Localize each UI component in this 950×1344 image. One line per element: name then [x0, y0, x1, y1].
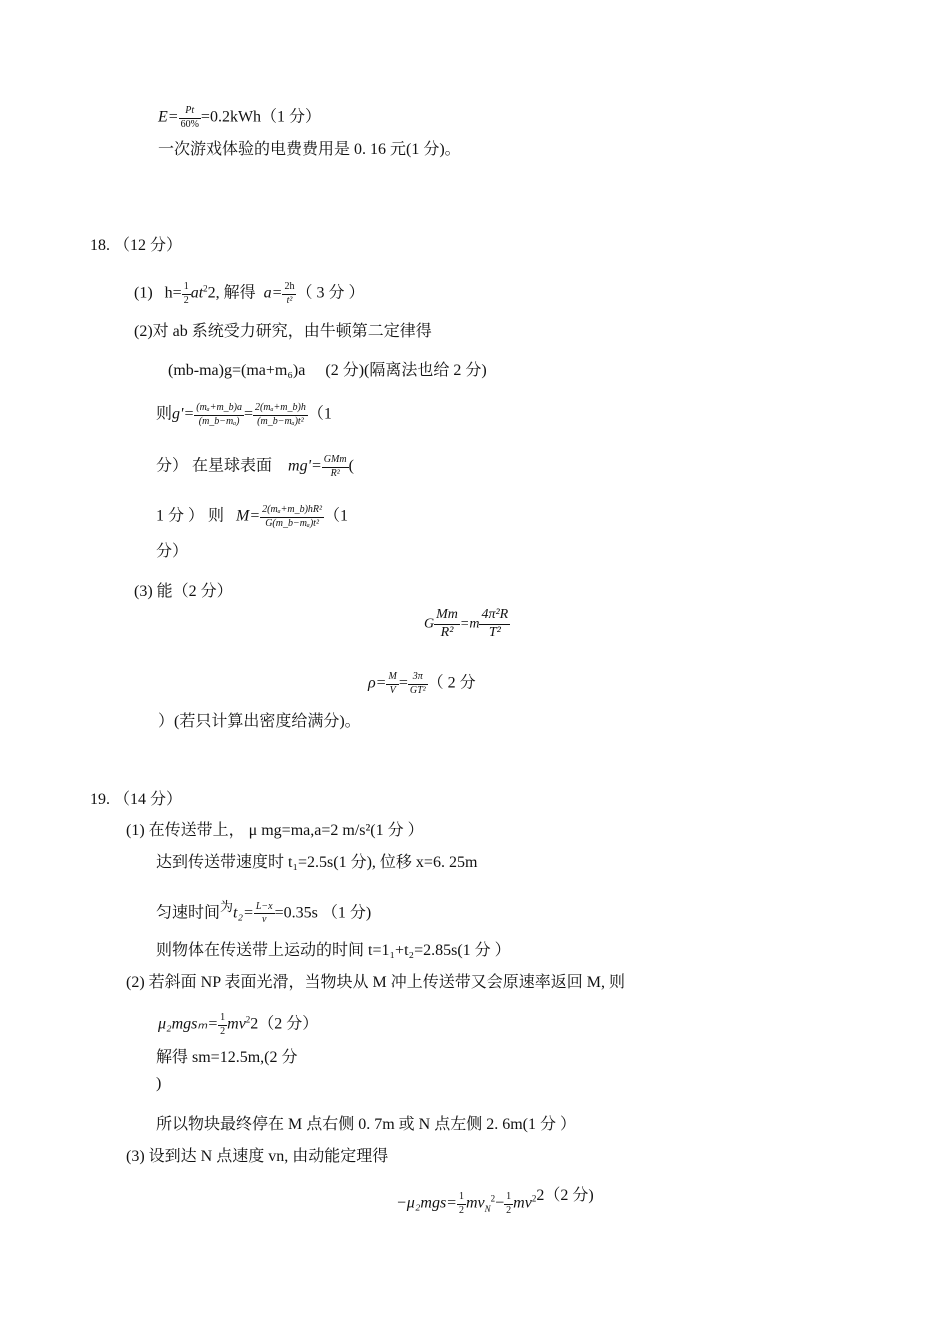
- q18-density-note: ）(若只计算出密度给满分)。: [158, 713, 361, 730]
- energy-equation: E= $\frac{Pt}{60\%}$ =0.2kWh（1 分）: [158, 105, 322, 130]
- q19-part2-intro: (2) 若斜面 NP 表面光滑，当物块从 M 冲上传送带又会原速率返回 M, 则: [126, 974, 625, 991]
- q18-newton-eq: (mb-ma)g=(ma+m₆)a (2 分)(隔离法也给 2 分): [168, 362, 487, 379]
- cost-line: 一次游戏体验的电费费用是 0. 16 元(1 分)。: [158, 141, 461, 158]
- energy-fraction: $\frac{Pt}{60\%}$: [180, 105, 199, 130]
- q19-t1-line: 达到传送带速度时 t₁=2.5s(1 分), 位移 x=6. 25m: [156, 854, 478, 871]
- q18-mass-score: 分）: [156, 543, 189, 560]
- q19-sm-paren: ): [156, 1075, 162, 1092]
- q19-t2-line: 匀速时间$^为$t₂= $\frac{L-x}{v}$ =0.35s （1 分): [156, 899, 372, 926]
- q19-part1: (1) 在传送带上， μ mg=ma,a=2 m/s²(1 分 ）: [126, 822, 424, 839]
- q19-total-time: 则物体在传送带上运动的时间 t=1₁+t₂=2.85s(1 分 ）: [156, 942, 511, 959]
- q18-surface-eq: 分） 在星球表面 mg'= $\frac{\text{GMm}}{\text{R²}}$ (: [156, 454, 354, 479]
- q18-part2-intro: (2)对 ab 系统受力研究，由牛顿第二定律得: [134, 323, 432, 340]
- q19-sm-line: 解得 sm=12.5m,(2 分: [156, 1049, 298, 1066]
- q19-kinetic-eq: −μ₂mgs= $\frac{1}{2}$ $mv_N^2-$ $\frac{1}{2}$ $mv^22(2$ 分): [396, 1186, 594, 1216]
- q19-heading: 19. （14 分）: [90, 791, 183, 808]
- q18-mass-eq: 1 分 ） 则 M= $\frac{\text{2(mₐ+m\_b)hR²}}{\text{G(m\_b−mₐ)t²}}$ （1: [156, 504, 349, 529]
- q18-g-eq: 则g'= $\frac{\text{(mₐ+m\_b)a}}{\text{(m\_b−mₐ)}}$ = $\frac{\text{2(mₐ+m\_b)h}}{\text{(m\_b−mₐ)t²}}$ （1: [156, 402, 332, 427]
- q18-gravity-eq: G $\frac{Mm}{\text{R²}}$ =m $\frac{\text{4π²R}}{\text{T²}}$: [424, 607, 509, 640]
- q18-heading: 18. （12 分）: [90, 237, 183, 254]
- q19-energy-eq: μ₂mgsₘ= $\frac{1}{2}$ $mv^22(2$ 分）: [158, 1012, 319, 1037]
- q18-part3-head: (3) 能（2 分）: [134, 583, 233, 600]
- q18-density-eq: ρ= $\frac{M}{V}$ = $\frac{3\pi}{\text{GT²}}$ （ 2 分: [368, 671, 476, 696]
- q19-part3-intro: (3) 设到达 N 点速度 vn, 由动能定理得: [126, 1148, 389, 1165]
- q18-part1: (1) h= $\frac{1}{2}$ $at^22$, 解得 a= $\frac{2h}{\text{t²}}$ （ 3 分 ）: [134, 281, 365, 306]
- q19-final-position: 所以物块最终停在 M 点右侧 0. 7m 或 N 点左侧 2. 6m(1 分 ）: [156, 1116, 577, 1133]
